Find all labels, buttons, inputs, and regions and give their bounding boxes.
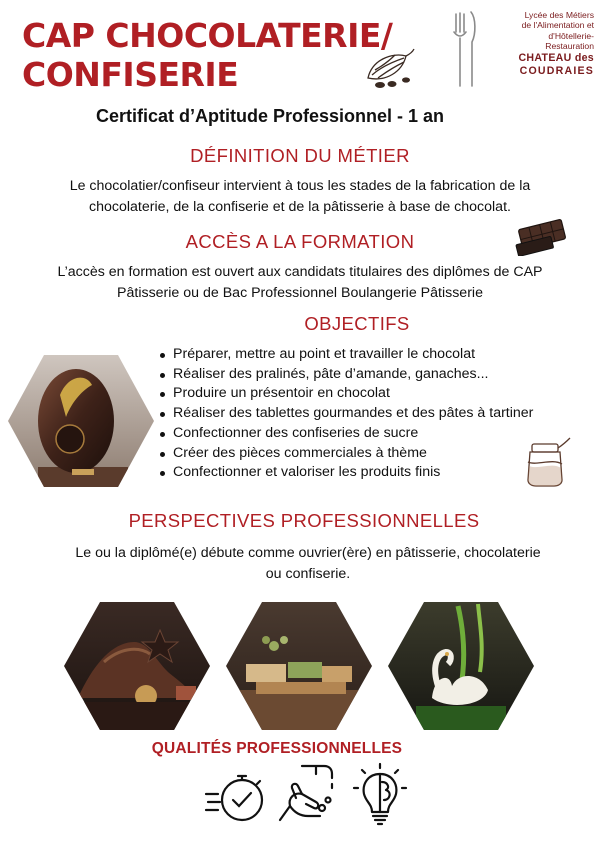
section-heading-qualites: QUALITÉS PROFESSIONNELLES <box>151 740 403 757</box>
definition-text <box>20 176 580 218</box>
page-title-line: CAP CHOCOLATERIE/ <box>22 16 393 55</box>
section-heading-acces: ACCÈS A LA FORMATION <box>185 231 415 252</box>
list-item: Réaliser des tablettes gourmandes et des pâtes à tartiner <box>160 404 600 424</box>
jar-icon <box>522 436 572 488</box>
list-item: Confectionner et valoriser les produits finis <box>160 463 600 483</box>
perspectives-line: Le ou la diplômé(e) débute comme ouvrier(ère) en pâtisserie, chocolaterie <box>75 545 541 561</box>
school-name <box>478 10 594 78</box>
acces-line: Pâtisserie ou de Bac Professionnel Boulangerie Pâtisserie <box>117 285 483 301</box>
acces-text <box>20 262 580 304</box>
creative-lightbulb-icon <box>352 762 408 828</box>
school-line: COUDRAIES <box>519 64 594 77</box>
list-item: Produire un présentoir en chocolat <box>160 384 600 404</box>
fork-icon <box>448 8 478 90</box>
perspectives-line: ou confiserie. <box>265 566 351 582</box>
list-item: Confectionner des confiseries de sucre <box>160 424 600 444</box>
chocolate-shoe-photo <box>64 602 210 730</box>
school-logo <box>448 8 594 94</box>
page-title-line: CONFISERIE <box>22 55 239 94</box>
school-line: CHATEAU des <box>518 51 594 64</box>
cocoa-pod-icon <box>362 48 418 90</box>
school-line: d'Hôtellerie- <box>548 30 594 41</box>
section-heading-definition: DÉFINITION DU MÉTIER <box>190 145 410 166</box>
nougat-praline-photo <box>226 602 372 730</box>
subtitle: Certificat d’Aptitude Professionnel - 1 an <box>95 106 445 126</box>
chocolate-egg-photo <box>8 355 154 487</box>
stopwatch-check-icon <box>204 766 268 826</box>
section-heading-perspectives: PERSPECTIVES PROFESSIONNELLES <box>128 510 480 531</box>
list-item: Créer des pièces commerciales à thème <box>160 444 600 464</box>
definition-line: Le chocolatier/confiseur intervient à tous les stades de la fabrication de la <box>69 178 531 194</box>
section-heading-objectifs: OBJECTIFS <box>304 313 410 334</box>
page-title <box>22 16 392 94</box>
hand-washing-icon <box>272 762 338 828</box>
list-item: Préparer, mettre au point et travailler le chocolat <box>160 345 600 365</box>
acces-line: L’accès en formation est ouvert aux candidats titulaires des diplômes de CAP <box>57 264 543 280</box>
school-line: Lycée des Métiers <box>524 10 594 20</box>
school-line: de l'Alimentation et <box>521 20 594 31</box>
sugar-swan-photo <box>388 602 534 730</box>
list-item: Réaliser des pralinés, pâte d’amande, ganaches... <box>160 365 600 385</box>
school-line: Restauration <box>545 41 594 52</box>
definition-line: chocolaterie, de la confiserie et de la pâtisserie à base de chocolat. <box>89 199 511 215</box>
perspectives-text <box>28 543 588 585</box>
